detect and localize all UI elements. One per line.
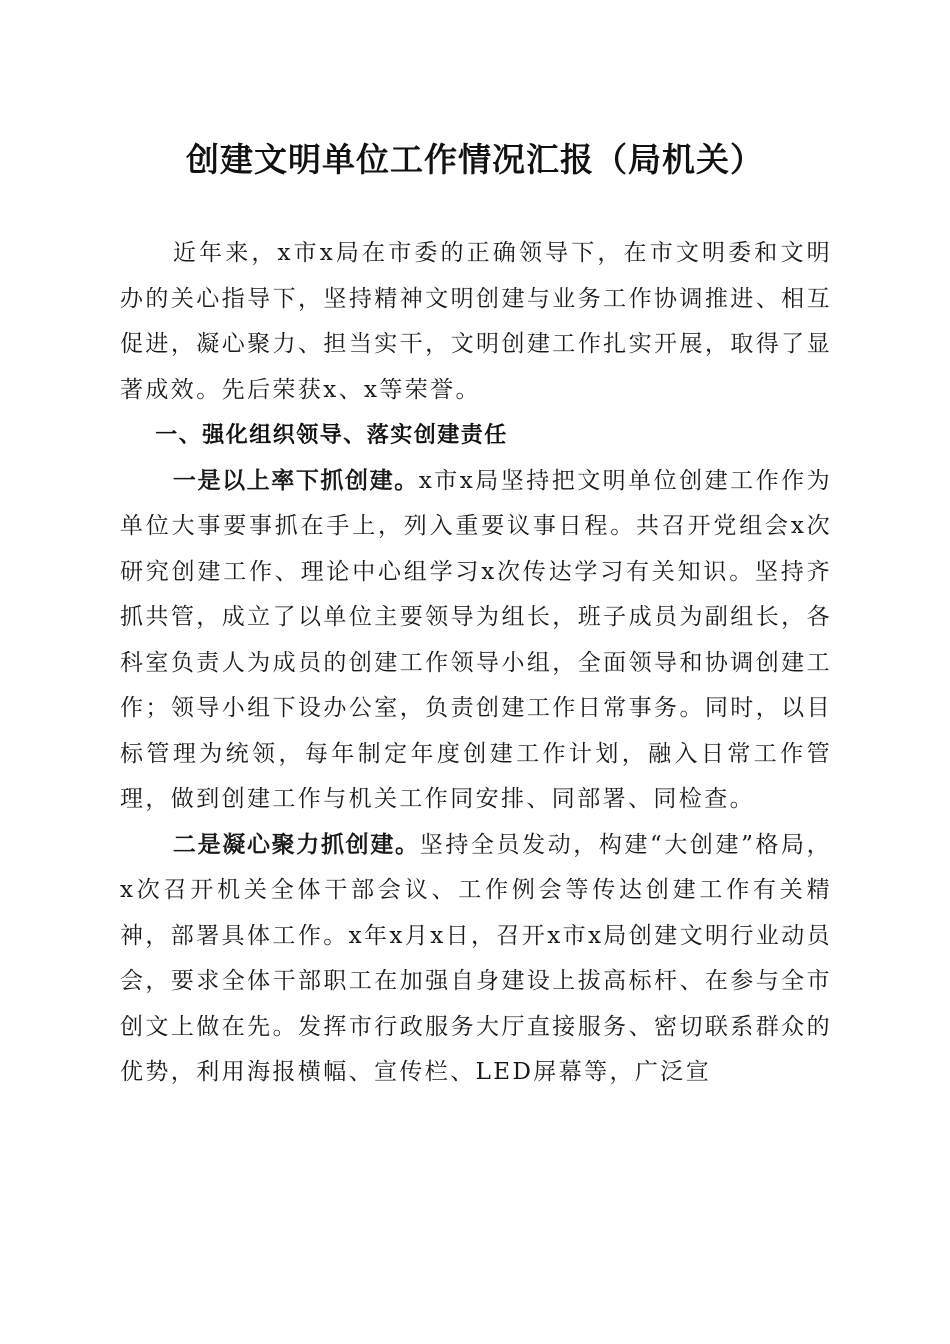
- section-heading: 一、强化组织领导、落实创建责任: [155, 423, 508, 448]
- point-paragraph-1: [120, 459, 832, 823]
- point-lead-1: 一是以上率下抓创建。: [172, 467, 419, 494]
- document-body: [120, 231, 832, 1096]
- point-text-1: x市x局坚持把文明单位创建工作作为单位大事要事抓在手上，列入重要议事日程。共召开党组会x次研究创建工作、理论中心组学习x次传达学习有关知识。坚持齐抓共管，成立了以单位主要领导为组长，班子成员为副组长，各科室负责人为成员的创建工作领导小组，全面领导和协调创建工作；领导小组下设办公室，负责创建工作日常事务。同时，以目标管理为统领，每年制定年度创建工作计划，融入日常工作管理，做到创建工作与机关工作同安排、同部署、同检查。: [120, 467, 833, 812]
- point-paragraph-2: [120, 823, 832, 1096]
- point-lead-2: 二是凝心聚力抓创建。: [172, 831, 420, 858]
- intro-paragraph: 近年来，x市x局在市委的正确领导下，在市文明委和文明办的关心指导下，坚持精神文明创建与业务工作协调推进、相互促进，凝心聚力、担当实干，文明创建工作扎实开展，取得了显著成效。先后荣获x、x等荣誉。: [120, 240, 832, 403]
- point-text-2: 坚持全员发动，构建“大创建”格局，x次召开机关全体干部会议、工作例会等传达创建工作有关精神，部署具体工作。x年x月x日，召开x市x局创建文明行业动员会，要求全体干部职工在加强自身建设上拔高标杆、在参与全市创文上做在先。发挥市行政服务大厅直接服务、密切联系群众的优势，利用海报横幅、宣传栏、LED屏幕等，广泛宣: [120, 831, 832, 1085]
- document-title: 创建文明单位工作情况汇报（局机关）: [186, 140, 764, 179]
